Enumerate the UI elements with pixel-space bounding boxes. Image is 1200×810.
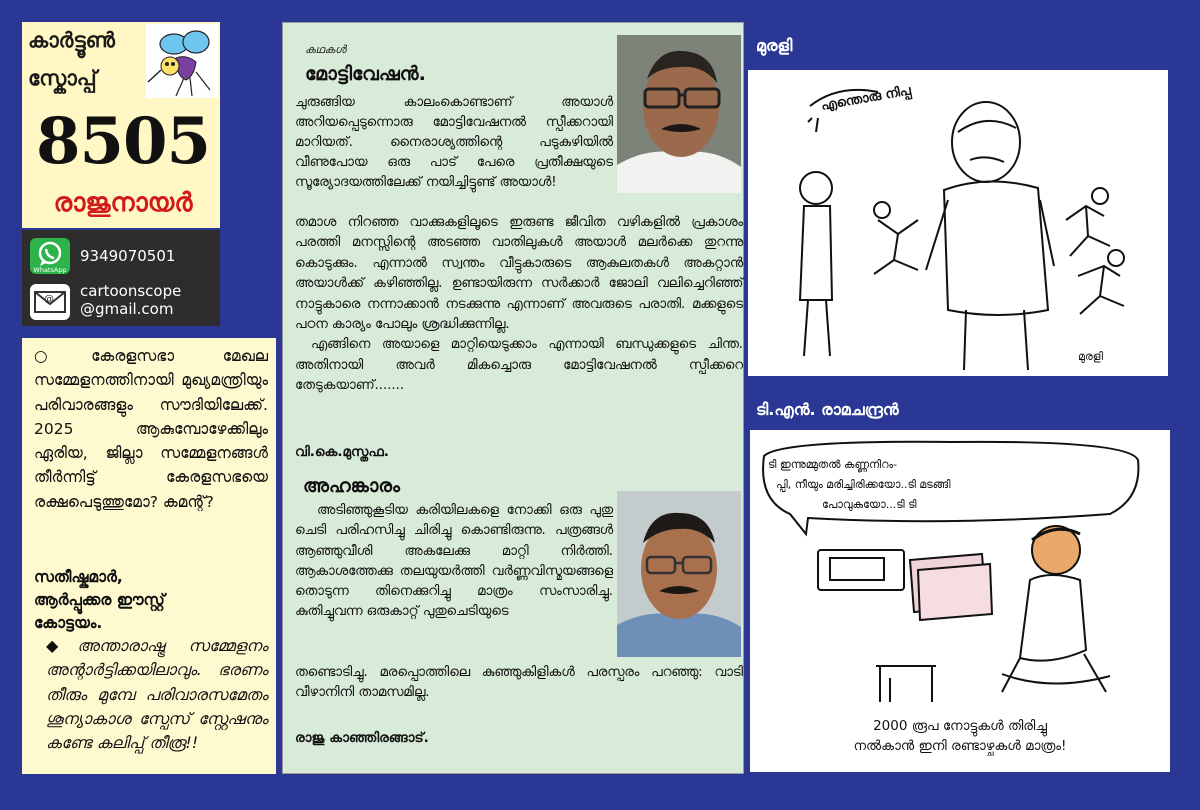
cartoon2-caption-line2: നൽകാൻ ഇനി രണ്ടാഴ്ചകൾ മാത്രം!: [853, 738, 1067, 754]
author-photo-1: [617, 35, 741, 193]
cartoonist-name: രാജുനായർ: [53, 188, 193, 218]
cartoon2-caption-line1: 2000 രൂപ നോട്ടുകൾ തിരിച്ചു: [873, 718, 1047, 734]
cartoon1-panel: [748, 70, 1168, 376]
reader-question-box: [22, 338, 276, 774]
issue-box: [22, 100, 220, 228]
cartoon1-artist-label: മുരളി: [756, 36, 793, 55]
cartoon2-speech-line3: പോവുകയോ...ടി ടി: [822, 498, 917, 511]
cartoon2-caption: [750, 716, 1170, 756]
cartoon1-signature: മുരളി: [1078, 350, 1104, 363]
stories-panel: [282, 22, 744, 774]
story1-paragraph3: എങ്ങിനെ അയാളെ മാറ്റിയെടുക്കാം എന്നായി ബന്ധുക്കളുടെ ചിന്ത. അതിനായി അവർ മികച്ചൊരു മോട്ടിവേഷനൽ സ്പീക്കറെ തേടുകയാണ്.......: [295, 337, 743, 394]
story1-title: മോട്ടിവേഷൻ.: [305, 63, 426, 85]
masthead-title-line2: സ്കോപ്പ്: [28, 66, 97, 90]
story1-paragraph2: തമാശ നിറഞ്ഞ വാക്കുകളിലൂടെ ഇരുണ്ട ജീവിത വഴികളിൽ പ്രകാശം പരത്തി മനസ്സിന്റെ അടഞ്ഞ വാതിലുകൾ അയാൾ മലർക്കെ തുറന്നു കൊടുക്കും. എന്നാൽ സ്വന്തം വീട്ടുകാരുടെ ആകുലതകൾ അകറ്റാൻ അയാൾക്ക് കഴിഞ്ഞില്ല. ഉണ്ടായിരുന്ന സർക്കാർ ജോലി വലിച്ചെറിഞ്ഞ് നാട്ടുകാരെ നന്നാക്കാൻ നടക്കുന്നു എന്നാണ് അവരുടെ പരാതി. മക്കളുടെ പഠന കാര്യം പോലും ശ്രദ്ധിക്കുന്നില്ല.: [295, 215, 743, 333]
section-label: കഥകൾ: [305, 43, 347, 56]
mosquito-logo-icon: [146, 24, 218, 98]
cartoonist-comment: ◆അന്താരാഷ്ട്ര സമ്മേളനം അന്റാർട്ടിക്കയിലാവും. ഭരണം തീരും മുമ്പേ പരിവാരസമേതം ശൂന്യാകാശ സ്പേസ് സ്റ്റേഷനും കണ്ടേ കലിപ്പ് തീരൂ!!: [46, 636, 268, 753]
contact-box: [22, 230, 220, 326]
cartoon1-drawing: [748, 70, 1168, 376]
story2-byline: രാജു കാഞ്ഞിരങ്ങാട്.: [295, 730, 429, 746]
email-icon: [30, 284, 70, 320]
issue-number: 8505: [35, 104, 211, 179]
reader-name-line2: ആർപ്പൂക്കര ഈസ്റ്റ്: [34, 591, 165, 609]
author-photo-2: [617, 491, 741, 657]
story2-paragraph2: തണ്ടൊടിച്ചു. മരപ്പൊത്തിലെ കുഞ്ഞുകിളികൾ പരസ്പരം പറഞ്ഞു: വാടി വീഴാനിനി താമസമില്ല.: [295, 665, 743, 701]
cartoon2-artist-label: ടി.എൻ. രാമചന്ദ്രൻ: [756, 400, 899, 419]
email-row: [30, 282, 216, 322]
svg-text:@: @: [44, 294, 54, 305]
masthead-title-line1: കാർട്ടൂൺ: [28, 28, 116, 52]
whatsapp-row: [30, 236, 216, 276]
email-line2: @gmail.com: [80, 300, 174, 318]
whatsapp-label: WhatsApp: [33, 266, 67, 274]
story2-paragraph1: അടിഞ്ഞുകൂടിയ കരിയിലകളെ നോക്കി ഒരു പുതു ചെടി പരിഹസിച്ചു ചിരിച്ചു കൊണ്ടിരുന്നു. പത്രങ്ങൾ ആഞ്ഞുവീശി അകലേക്കു മാറ്റി നിർത്തി. ആകാശത്തേക്കു തലയുയർത്തി വർണ്ണവിസ്മയങ്ങളെ തൊടുന്ന തിനെക്കുറിച്ചു മാത്രം സംസാരിച്ചു. കുതിച്ചുവന്ന ഒരുകാറ്റ് പുതുചെടിയുടെ: [295, 503, 613, 620]
email-address[interactable]: [80, 282, 181, 318]
cartoon1-speech: എന്തൊരു നിപ്പ: [820, 83, 913, 114]
phone-number[interactable]: 9349070501: [80, 247, 176, 265]
masthead: [22, 22, 220, 100]
cartoon2-speech-line2: പ്പി, നീയും മരിച്ചിരിക്കയോ..ടി മടങ്ങി: [776, 478, 951, 491]
reader-name-line3: കോട്ടയം.: [34, 614, 103, 632]
whatsapp-icon: [30, 238, 70, 274]
story1-byline: വി.കെ.മുസ്തഫ.: [295, 444, 389, 460]
story1-body: [295, 213, 743, 397]
email-line1: cartoonscope: [80, 282, 182, 300]
cartoon2-drawing: [750, 430, 1170, 710]
reader-name: [34, 566, 274, 635]
cartoon2-speech-line1: ടി ഇന്നുമ്മുതൽ കണ്ണനിറം-: [768, 458, 898, 471]
story2-title: അഹങ്കാരം: [303, 475, 400, 497]
reader-question: ○കേരളസഭാ മേഖല സമ്മേളനത്തിനായി മുഖ്യമന്ത്രിയും പരിവാരങ്ങളും സൗദിയിലേക്ക്. 2025 ആകുമ്പോഴേക്കിലും ഏരിയ, ജില്ലാ സമ്മേളനങ്ങൾ തീർന്നിട്ട് കേരളസഭയെ രക്ഷപെടുത്തുമോ? കമന്റ്?: [34, 347, 268, 511]
story1-paragraph1: ചുരുങ്ങിയ കാലംകൊണ്ടാണ് അയാൾ അറിയപ്പെടുന്നൊരു മോട്ടിവേഷനൽ സ്പീക്കറായി മാറിയത്. നൈരാശ്യത്തിന്റെ പടുകുഴിയിൽ വീണുപോയ ഒരു പാട് പേരെ പ്രതീക്ഷയുടെ സൂര്യോദയത്തിലേക്ക് നയിച്ചിട്ടുണ്ട് അയാൾ!: [295, 95, 613, 191]
cartoon2-panel: [750, 430, 1170, 772]
reader-name-line1: സതീഷ്കുമാർ,: [34, 568, 123, 586]
